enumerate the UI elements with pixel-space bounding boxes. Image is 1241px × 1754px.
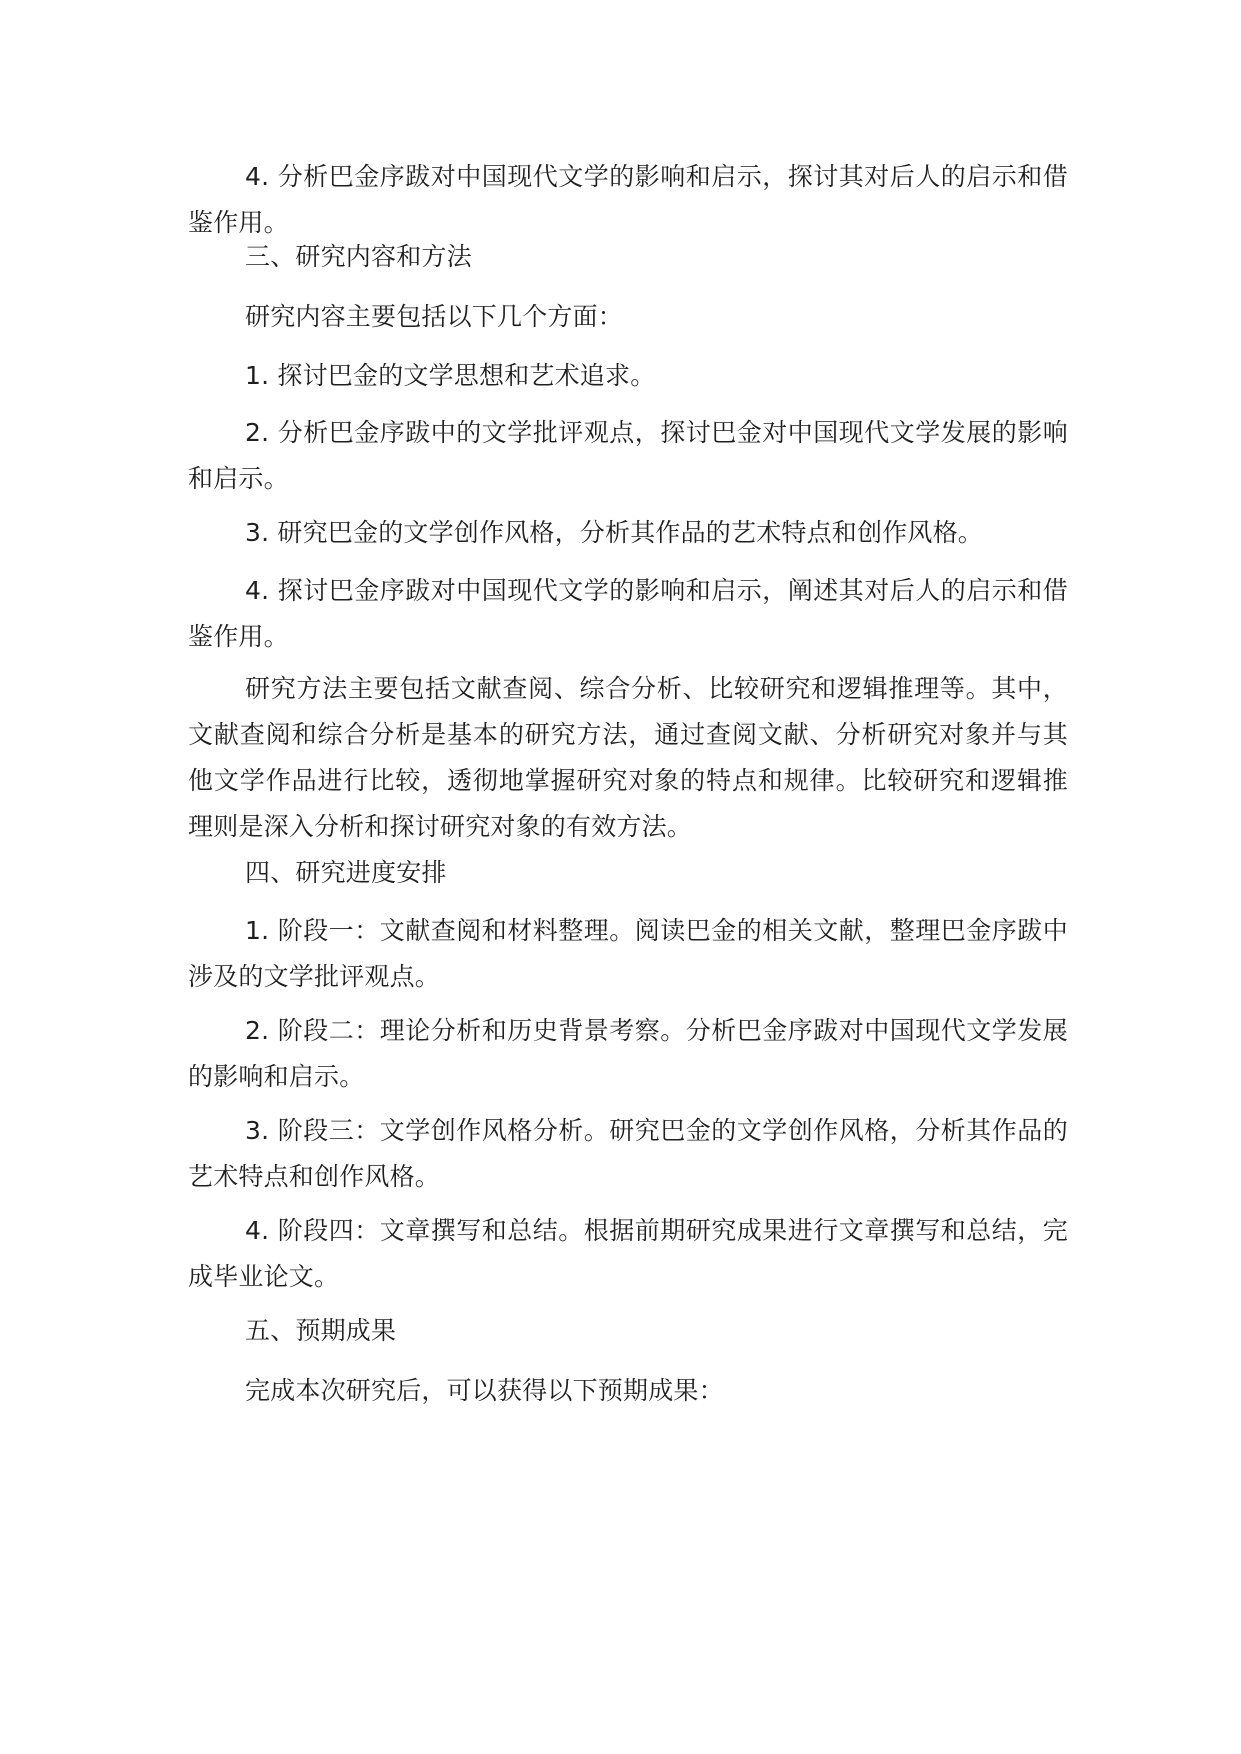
section-heading-schedule: 四、研究进度安排 (245, 858, 447, 887)
list-item-stage-4: 4. 阶段四：文章撰写和总结。根据前期研究成果进行文章撰写和总结，完成毕业论文。 (188, 1216, 1068, 1291)
list-item-content-4: 4. 探讨巴金序跋对中国现代文学的影响和启示，阐述其对后人的启示和借鉴作用。 (188, 576, 1068, 651)
section-heading-expected-results: 五、预期成果 (245, 1316, 397, 1345)
paragraph-item4-intro: 4. 分析巴金序跋对中国现代文学的影响和启示，探讨其对后人的启示和借鉴作用。 (188, 162, 1068, 237)
list-item-content-2: 2. 分析巴金序跋中的文学批评观点，探讨巴金对中国现代文学发展的影响和启示。 (188, 418, 1068, 493)
list-item-stage-3: 3. 阶段三：文学创作风格分析。研究巴金的文学创作风格，分析其作品的艺术特点和创作风格。 (188, 1116, 1068, 1191)
paragraph-expected-results-intro: 完成本次研究后，可以获得以下预期成果： (245, 1376, 724, 1405)
paragraph-methods: 研究方法主要包括文献查阅、综合分析、比较研究和逻辑推理等。其中，文献查阅和综合分析是基本的研究方法，通过查阅文献、分析研究对象并与其他文学作品进行比较，透彻地掌握研究对象的特点和规律。比较研究和逻辑推理则是深入分析和探讨研究对象的有效方法。 (188, 674, 1068, 841)
list-item-content-3: 3. 研究巴金的文学创作风格，分析其作品的艺术特点和创作风格。 (245, 518, 984, 547)
document-page (188, 0, 1068, 1754)
list-item-content-1: 1. 探讨巴金的文学思想和艺术追求。 (245, 361, 656, 390)
list-item-stage-1: 1. 阶段一：文献查阅和材料整理。阅读巴金的相关文献，整理巴金序跋中涉及的文学批评观点。 (188, 916, 1068, 991)
section-heading-content-methods: 三、研究内容和方法 (245, 242, 472, 271)
list-item-stage-2: 2. 阶段二：理论分析和历史背景考察。分析巴金序跋对中国现代文学发展的影响和启示。 (188, 1016, 1068, 1091)
paragraph-content-intro: 研究内容主要包括以下几个方面： (245, 302, 624, 331)
